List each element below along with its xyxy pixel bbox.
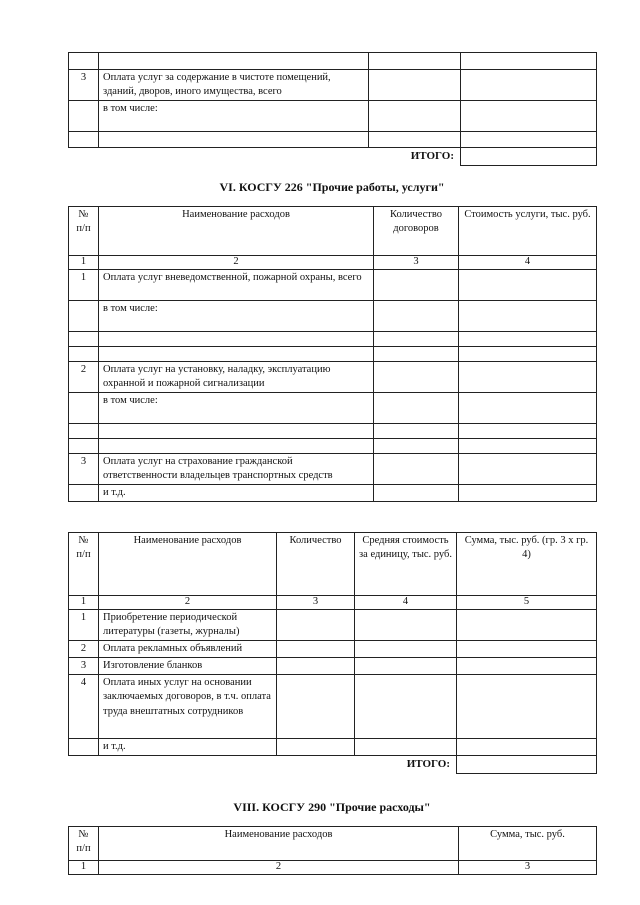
column-number-row: [69, 861, 597, 875]
expense-name: [99, 438, 374, 453]
section8-title: VIII. КОСГУ 290 "Прочие расходы": [233, 800, 431, 814]
cell-col4: [461, 132, 597, 148]
table-row: [69, 675, 597, 739]
row-number: 2: [69, 640, 99, 657]
table-row: [69, 70, 597, 101]
expense-name: Изготовление бланков: [99, 658, 277, 675]
row-number: 2: [69, 361, 99, 392]
header-num: № п/п: [69, 827, 99, 861]
cell-col3: [369, 70, 461, 101]
section8-table: [68, 826, 597, 875]
table-row: [69, 53, 597, 70]
table-row: [69, 485, 597, 502]
row-number: 1: [69, 609, 99, 640]
row-number: [69, 132, 99, 148]
expense-name: в том числе:: [99, 392, 374, 423]
table-row: [69, 331, 597, 346]
table-row: [69, 438, 597, 453]
table-row: [69, 392, 597, 423]
column-number-row: [69, 256, 597, 270]
table-row: [69, 658, 597, 675]
header-num: № п/п: [69, 207, 99, 256]
col-number: 1: [69, 596, 99, 610]
table-row: [69, 300, 597, 331]
expense-name: Оплата услуг вневедомственной, пожарной охраны, всего: [99, 269, 374, 300]
cell-col4: [461, 53, 597, 70]
row-number: 3: [69, 453, 99, 484]
col-number: 1: [69, 861, 99, 875]
section5-table: [68, 52, 597, 166]
header-avg-cost: Средняя стоимость за единицу, тыс. руб.: [355, 533, 457, 596]
row-number: [69, 53, 99, 70]
expense-name: в том числе:: [99, 300, 374, 331]
expense-name: Оплата услуг на установку, наладку, эксплуатацию охранной и пожарной сигнализации: [99, 361, 374, 392]
header-cost: Стоимость услуги, тыс. руб.: [459, 207, 597, 256]
table-row: [69, 346, 597, 361]
table-row: [69, 269, 597, 300]
col-number: 4: [355, 596, 457, 610]
row-number: 1: [69, 269, 99, 300]
table-row: [69, 423, 597, 438]
expense-name: Оплата услуг на страхование гражданской ответственности владельцев транспортных средств: [99, 453, 374, 484]
header-count: Количество договоров: [374, 207, 459, 256]
table-row: [69, 739, 597, 756]
cell-col4: [461, 70, 597, 101]
row-number: [69, 331, 99, 346]
header-row: [69, 827, 597, 861]
section6-table: [68, 206, 597, 502]
col-number: 2: [99, 861, 459, 875]
header-count: Количество: [277, 533, 355, 596]
section6-title: VI. КОСГУ 226 "Прочие работы, услуги": [219, 180, 445, 194]
expense-name: [99, 53, 369, 70]
header-sum: Сумма, тыс. руб.: [459, 827, 597, 861]
row-number: [69, 300, 99, 331]
row-number: 3: [69, 70, 99, 101]
total-row: [69, 756, 597, 773]
col-number: 3: [374, 256, 459, 270]
header-name: Наименование расходов: [99, 827, 459, 861]
header-name: Наименование расходов: [99, 207, 374, 256]
expense-name: в том числе:: [99, 101, 369, 132]
expense-name: [99, 423, 374, 438]
table-row: [69, 640, 597, 657]
col-number: 5: [457, 596, 597, 610]
expense-name: и т.д.: [99, 485, 374, 502]
table-row: [69, 609, 597, 640]
row-number: [69, 346, 99, 361]
row-number: [69, 739, 99, 756]
total-label: ИТОГО:: [410, 150, 454, 163]
expense-name: Оплата иных услуг на основании заключаемых договоров, в т.ч. оплата труда внештатных сотрудников: [99, 675, 277, 739]
total-row: [69, 148, 597, 165]
col-number: 4: [459, 256, 597, 270]
header-row: [69, 207, 597, 256]
table-row: [69, 101, 597, 132]
total-value-cell: [457, 756, 597, 773]
row-number: [69, 101, 99, 132]
col-number: 2: [99, 596, 277, 610]
header-name: Наименование расходов: [99, 533, 277, 596]
cell-col3: [369, 53, 461, 70]
table-row: [69, 361, 597, 392]
header-num: № п/п: [69, 533, 99, 596]
cell-col4: [461, 101, 597, 132]
section7-table: [68, 532, 597, 774]
header-sum: Сумма, тыс. руб. (гр. 3 х гр. 4): [457, 533, 597, 596]
row-number: [69, 485, 99, 502]
expense-name: [99, 331, 374, 346]
total-label: ИТОГО:: [406, 758, 450, 771]
row-number: [69, 438, 99, 453]
col-number: 3: [277, 596, 355, 610]
cell-col3: [369, 132, 461, 148]
total-value-cell: [461, 148, 597, 165]
expense-name: и т.д.: [99, 739, 277, 756]
expense-name: [99, 132, 369, 148]
col-number: 2: [99, 256, 374, 270]
expense-name: [99, 346, 374, 361]
row-number: 3: [69, 658, 99, 675]
column-number-row: [69, 596, 597, 610]
cell-col3: [369, 101, 461, 132]
row-number: [69, 423, 99, 438]
table-row: [69, 453, 597, 484]
col-number: 1: [69, 256, 99, 270]
table-row: [69, 132, 597, 148]
expense-name: Оплата рекламных объявлений: [99, 640, 277, 657]
col-number: 3: [459, 861, 597, 875]
expense-name: Приобретение периодической литературы (газеты, журналы): [99, 609, 277, 640]
row-number: 4: [69, 675, 99, 739]
expense-name: Оплата услуг за содержание в чистоте помещений, зданий, дворов, иного имущества, всего: [99, 70, 369, 101]
row-number: [69, 392, 99, 423]
header-row: [69, 533, 597, 596]
